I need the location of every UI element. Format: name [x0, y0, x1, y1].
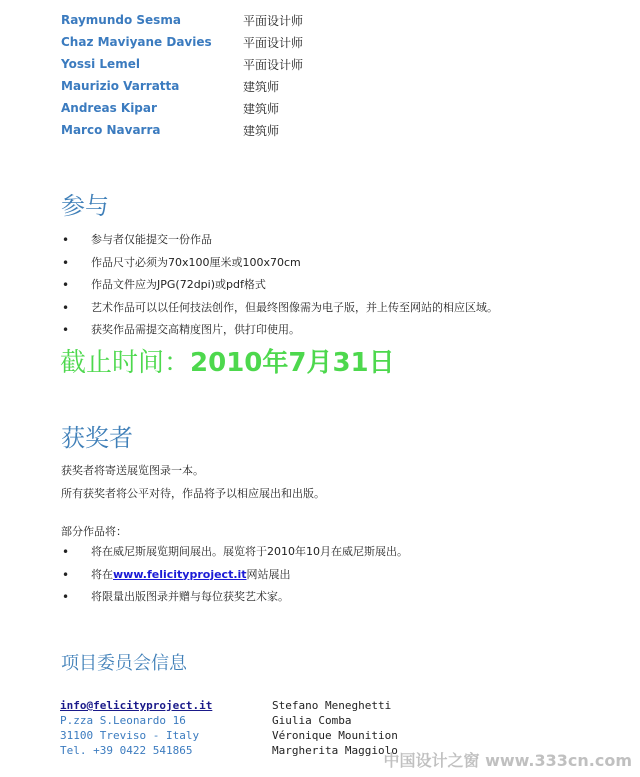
- address-line-1: P.zza S.Leonardo 16: [60, 714, 186, 727]
- jury-row: [61, 119, 303, 141]
- jury-list: [61, 9, 303, 141]
- deadline-date: 2010年7月31日: [190, 348, 395, 378]
- committee-heading: 项目委员会信息: [61, 653, 187, 674]
- rule-item: • 作品文件应为JPG(72dpi)或pdf格式: [60, 274, 498, 297]
- watermark: 中国设计之窗 www.333cn.com: [383, 751, 632, 770]
- contact-block: [60, 698, 212, 758]
- jury-name: Chaz Maviyane Davies: [61, 35, 212, 49]
- jury-role: 平面设计师: [243, 13, 304, 28]
- deadline-label: 截止时间：: [60, 348, 191, 378]
- telephone: Tel. +39 0422 541865: [60, 744, 193, 757]
- winners-paragraph-2: 所有获奖者将公平对待，作品将予以相应展出和出版。: [61, 487, 325, 500]
- winners-heading: 获奖者: [61, 424, 133, 452]
- exhibition-text-post: 网站展出: [246, 567, 291, 581]
- email-link[interactable]: info@felicityproject.it: [60, 699, 213, 712]
- jury-name: Yossi Lemel: [61, 57, 140, 71]
- jury-name: Andreas Kipar: [61, 101, 157, 115]
- jury-role: 建筑师: [243, 123, 280, 138]
- jury-role: 平面设计师: [243, 35, 304, 50]
- jury-row: [61, 31, 303, 53]
- jury-name: Maurizio Varratta: [61, 79, 180, 93]
- exhibition-list: [60, 541, 408, 609]
- committee-member: Véronique Mounition: [272, 729, 398, 742]
- jury-role: 平面设计师: [243, 57, 304, 72]
- exhibition-item: • 将限量出版图录并赠与每位获奖艺术家。: [60, 586, 408, 609]
- committee-member: Giulia Comba: [272, 714, 352, 727]
- jury-role: 建筑师: [243, 101, 280, 116]
- rule-item: • 作品尺寸必须为70x100厘米或100x70cm: [60, 252, 498, 275]
- jury-row: [61, 75, 303, 97]
- exhibition-item: [60, 564, 408, 587]
- exhibition-item: • 将在威尼斯展览期间展出。展览将于2010年10月在威尼斯展出。: [60, 541, 408, 564]
- rule-item: • 参与者仅能提交一份作品: [60, 229, 498, 252]
- jury-role: 建筑师: [243, 79, 280, 94]
- participation-heading: 参与: [61, 192, 109, 220]
- committee-member: Stefano Meneghetti: [272, 699, 392, 712]
- address-line-2: 31100 Treviso - Italy: [60, 729, 200, 742]
- winners-paragraph-1: 获奖者将寄送展览图录一本。: [61, 464, 204, 477]
- jury-row: [61, 97, 303, 119]
- website-link[interactable]: www.felicityproject.it: [113, 567, 247, 581]
- jury-row: [61, 53, 303, 75]
- jury-name: Marco Navarra: [61, 123, 161, 137]
- rule-item: • 获奖作品需提交高精度图片，供打印使用。: [60, 319, 498, 342]
- committee-member: Margherita Maggiolo: [272, 744, 398, 757]
- exhibition-intro: 部分作品将：: [61, 525, 127, 538]
- committee-members: [272, 698, 398, 758]
- exhibition-text-pre: 将在: [91, 567, 113, 581]
- rule-item: • 艺术作品可以以任何技法创作，但最终图像需为电子版，并上传至网站的相应区域。: [60, 297, 498, 320]
- rules-list: [60, 229, 498, 342]
- jury-name: Raymundo Sesma: [61, 13, 181, 27]
- jury-row: [61, 9, 303, 31]
- deadline: [60, 342, 395, 379]
